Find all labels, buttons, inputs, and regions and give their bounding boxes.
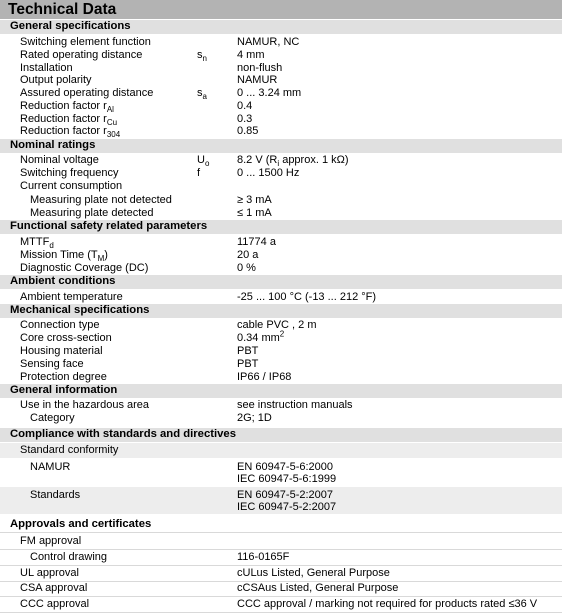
row-value: ≥ 3 mA (237, 194, 272, 206)
title-bar (0, 0, 562, 19)
row-reduction-al (0, 100, 562, 113)
row-label: Output polarity (20, 74, 92, 86)
section-title: Functional safety related parameters (10, 220, 208, 232)
row-diagnostic-coverage (0, 262, 562, 275)
row-label: Core cross-section (20, 332, 112, 344)
row-value: cCSAus Listed, General Purpose (237, 582, 399, 594)
row-hazardous-area (0, 399, 562, 412)
row-label: Control drawing (30, 551, 108, 563)
section-title: Mechanical specifications (10, 304, 150, 316)
row-label: Measuring plate detected (30, 207, 154, 219)
row-value: PBT (237, 345, 259, 357)
section-mechanical (0, 304, 562, 318)
row-label: Switching element function (20, 36, 151, 48)
row-not-detected (0, 194, 562, 207)
section-title: General information (10, 384, 118, 396)
row-value: EN 60947-5-2:2007 (237, 489, 334, 501)
row-mttf (0, 236, 562, 249)
row-value: non-flush (237, 62, 283, 74)
row-namur (0, 460, 562, 486)
section-functional-safety (0, 220, 562, 234)
row-label: Ambient temperature (20, 291, 123, 303)
row-rated-distance (0, 49, 562, 62)
row-core-cross-section (0, 329, 562, 345)
row-label: Standard conformity (20, 444, 119, 456)
row-value: 0 % (237, 262, 256, 274)
row-value: IP66 / IP68 (237, 371, 292, 383)
row-value: IEC 60947-5-6:1999 (237, 473, 337, 485)
section-title: General specifications (10, 20, 131, 32)
row-symbol: $s_a$ (197, 87, 207, 102)
row-ccc-approval (0, 598, 562, 611)
section-title: Approvals and certificates (10, 518, 152, 530)
divider (0, 596, 562, 597)
row-label: $MTTF_d$ (20, 236, 54, 251)
section-nominal (0, 139, 562, 153)
row-label: CSA approval (20, 582, 88, 594)
row-symbol: $s_n$ (197, 49, 207, 64)
row-value: 0 ... 1500 Hz (237, 167, 300, 179)
row-label: UL approval (20, 567, 79, 579)
row-value: 4 mm (237, 49, 265, 61)
row-label: Housing material (20, 345, 103, 357)
row-sensing-face (0, 358, 562, 371)
row-value: 116-0165F (237, 551, 290, 563)
row-value: 0 ... 3.24 mm (237, 87, 302, 99)
divider (0, 549, 562, 550)
section-title: Nominal ratings (10, 139, 96, 151)
row-value: IEC 60947-5-2:2007 (237, 501, 337, 513)
row-value: CCC approval / marking not required for products rated ≤36 V (237, 598, 538, 610)
row-label: Installation (20, 62, 73, 74)
row-label: FM approval (20, 535, 82, 547)
row-value: NAMUR, NC (237, 36, 300, 48)
row-label: Measuring plate not detected (30, 194, 172, 206)
row-ambient-temperature (0, 291, 562, 304)
row-label: Reduction factor $r_{Cu}$ (20, 113, 118, 128)
row-label: Reduction factor $r_{304}$ (20, 125, 121, 140)
row-value: 11774 a (237, 236, 276, 248)
row-label: Nominal voltage (20, 154, 99, 166)
row-value: PBT (237, 358, 259, 370)
row-label: Reduction factor $r_{Al}$ (20, 100, 114, 115)
row-nominal-voltage (0, 154, 562, 167)
section-title: Ambient conditions (10, 275, 116, 287)
row-label: Switching frequency (20, 167, 119, 179)
page-title: Technical Data (8, 1, 117, 18)
row-switching-element (0, 36, 562, 49)
row-ul-approval (0, 567, 562, 580)
row-category (0, 412, 562, 425)
section-compliance (0, 428, 562, 442)
row-value: NAMUR (237, 74, 278, 86)
row-value: 20 a (237, 249, 259, 261)
row-value: 0.34 $mm^2$ (237, 329, 285, 344)
section-general-information (0, 384, 562, 398)
row-label: Sensing face (20, 358, 84, 370)
row-protection-degree (0, 371, 562, 384)
row-value: -25 ... 100 °C (-13 ... 212 °F) (237, 291, 377, 303)
row-label: Use in the hazardous area (20, 399, 150, 411)
row-value: 0.85 (237, 125, 259, 137)
row-standards (0, 487, 562, 514)
divider (0, 532, 562, 533)
section-ambient (0, 275, 562, 289)
row-label: Standards (30, 489, 81, 501)
row-value: 0.3 (237, 113, 253, 125)
row-label: Category (30, 412, 75, 424)
row-current-consumption (0, 180, 562, 193)
row-label: Rated operating distance (20, 49, 143, 61)
row-value: see instruction manuals (237, 399, 353, 411)
row-value: EN 60947-5-6:2000 (237, 461, 334, 473)
row-switching-frequency (0, 167, 562, 180)
row-symbol: $U_o$ (197, 154, 210, 169)
row-mission-time (0, 249, 562, 262)
section-title: Compliance with standards and directives (10, 428, 236, 440)
row-value: 2G; 1D (237, 412, 272, 424)
row-control-drawing (0, 551, 562, 564)
section-approvals (0, 518, 562, 532)
row-csa-approval (0, 582, 562, 595)
row-label: CCC approval (20, 598, 90, 610)
row-label: Mission Time $(T_M)$ (20, 249, 108, 264)
row-standard-conformity (0, 443, 562, 458)
row-fm-approval (0, 535, 562, 548)
row-label: Diagnostic Coverage (DC) (20, 262, 149, 274)
row-value: ≤ 1 mA (237, 207, 272, 219)
row-value: cable PVC , 2 m (237, 319, 317, 331)
row-label: Assured operating distance (20, 87, 154, 99)
row-housing-material (0, 345, 562, 358)
row-label: Connection type (20, 319, 100, 331)
row-label: NAMUR (30, 461, 71, 473)
row-label: Protection degree (20, 371, 107, 383)
row-symbol: f (197, 167, 201, 179)
divider (0, 565, 562, 566)
row-assured-distance (0, 87, 562, 100)
row-value: 0.4 (237, 100, 253, 112)
row-value: cULus Listed, General Purpose (237, 567, 390, 579)
row-output-polarity (0, 74, 562, 87)
row-reduction-304 (0, 125, 562, 138)
row-label: Current consumption (20, 180, 123, 192)
divider (0, 612, 562, 613)
row-detected (0, 207, 562, 220)
row-value: 8.2 V ($R_i$ approx. 1 kΩ) (237, 154, 349, 169)
section-general (0, 20, 562, 34)
